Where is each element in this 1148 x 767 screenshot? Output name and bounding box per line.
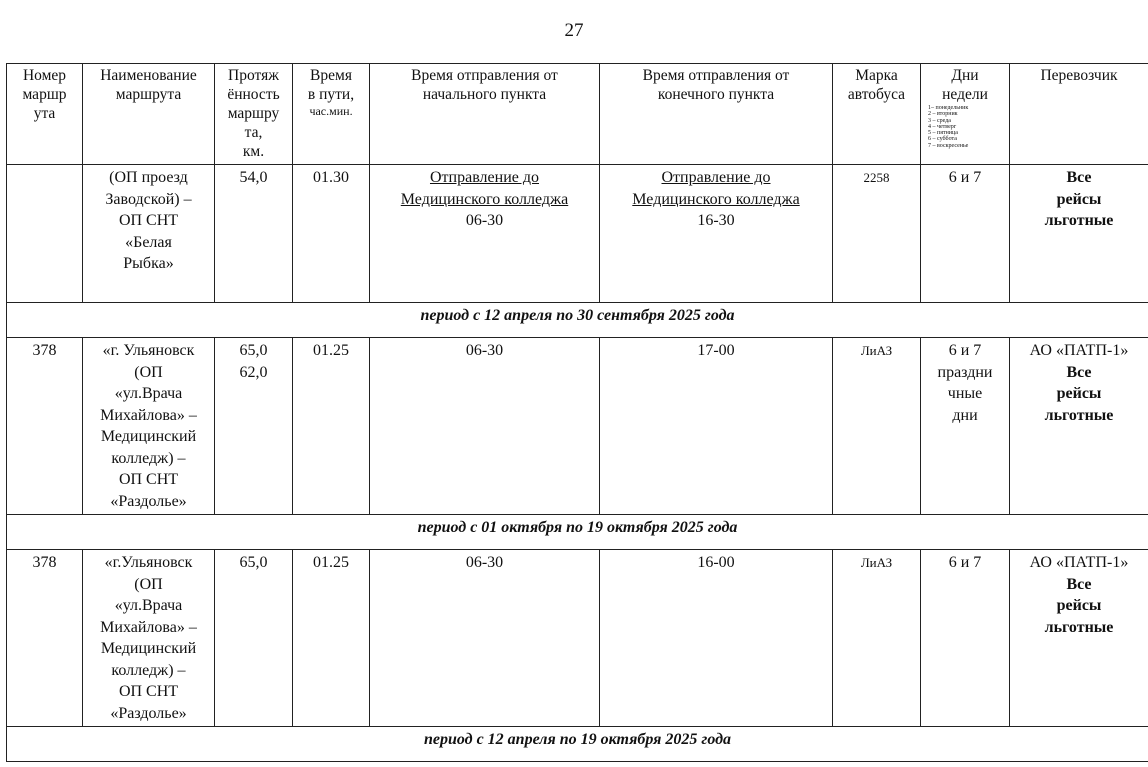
header-length: Протяж ённость маршру та, км.	[215, 64, 293, 165]
header-route-number: Номер маршр ута	[7, 64, 83, 165]
route-name-cell: «г. Ульяновск (ОП «ул.Врача Михайлова» – Медицинский колледж) – ОП СНТ «Раздолье»	[83, 338, 215, 515]
travel-time-cell: 01.25	[293, 338, 370, 515]
bus-brand-cell: ЛиАЗ	[833, 550, 921, 727]
period-label: период с 12 апреля по 30 сентября 2025 года	[7, 303, 1148, 338]
carrier-cell: Все рейсы льготные	[1010, 165, 1148, 303]
header-travel-time: Время в пути, час.мин.	[293, 64, 370, 165]
travel-time-cell: 01.25	[293, 550, 370, 727]
route-number-cell	[7, 165, 83, 303]
length-cell: 65,0	[215, 550, 293, 727]
route-name-cell: «г.Ульяновск (ОП «ул.Врача Михайлова» – Медицинский колледж) – ОП СНТ «Раздолье»	[83, 550, 215, 727]
length-cell: 65,0 62,0	[215, 338, 293, 515]
period-row	[7, 303, 1148, 338]
departure-start-cell: Отправление до Медицинского колледжа 06-30	[370, 165, 600, 303]
schedule-table	[6, 63, 1148, 762]
carrier-cell: АО «ПАТП-1» Все рейсы льготные	[1010, 550, 1148, 727]
departure-start-cell: 06-30	[370, 338, 600, 515]
weekdays-cell: 6 и 7	[921, 550, 1010, 727]
weekdays-cell: 6 и 7 праздни чные дни	[921, 338, 1010, 515]
header-departure-start: Время отправления от начального пункта	[370, 64, 600, 165]
departure-end-cell: 17-00	[600, 338, 833, 515]
page-number: 27	[564, 20, 584, 41]
bus-brand-cell: ЛиАЗ	[833, 338, 921, 515]
period-label: период с 12 апреля по 19 октября 2025 года	[7, 727, 1148, 762]
header-route-name: Наименование маршрута	[83, 64, 215, 165]
departure-start-cell: 06-30	[370, 550, 600, 727]
weekdays-legend: 1– понедельник 2 – вторник 3 – среда 4 – четверг 5 – пятница 6 – суббота 7 – воскресенье	[928, 105, 969, 149]
header-departure-end: Время отправления от конечного пункта	[600, 64, 833, 165]
route-number-cell: 378	[7, 338, 83, 515]
period-label: период с 01 октября по 19 октября 2025 года	[7, 515, 1148, 550]
length-cell: 54,0	[215, 165, 293, 303]
table-row	[7, 338, 1148, 515]
departure-end-cell: Отправление до Медицинского колледжа 16-30	[600, 165, 833, 303]
bus-brand-cell: 2258	[833, 165, 921, 303]
header-weekdays: Дни недели 1– понедельник 2 – вторник 3 – среда 4 – четверг 5 – пятница 6 – суббота 7 – воскресенье	[921, 64, 1010, 165]
weekdays-cell: 6 и 7	[921, 165, 1010, 303]
header-row	[7, 64, 1148, 165]
period-row	[7, 727, 1148, 762]
departure-end-cell: 16-00	[600, 550, 833, 727]
route-name-cell: (ОП проезд Заводской) – ОП СНТ «Белая Рыбка»	[83, 165, 215, 303]
table-row	[7, 550, 1148, 727]
header-bus-brand: Марка автобуса	[833, 64, 921, 165]
travel-time-cell: 01.30	[293, 165, 370, 303]
period-row	[7, 515, 1148, 550]
table-row	[7, 165, 1148, 303]
carrier-cell: АО «ПАТП-1» Все рейсы льготные	[1010, 338, 1148, 515]
route-number-cell: 378	[7, 550, 83, 727]
header-carrier: Перевозчик	[1010, 64, 1148, 165]
